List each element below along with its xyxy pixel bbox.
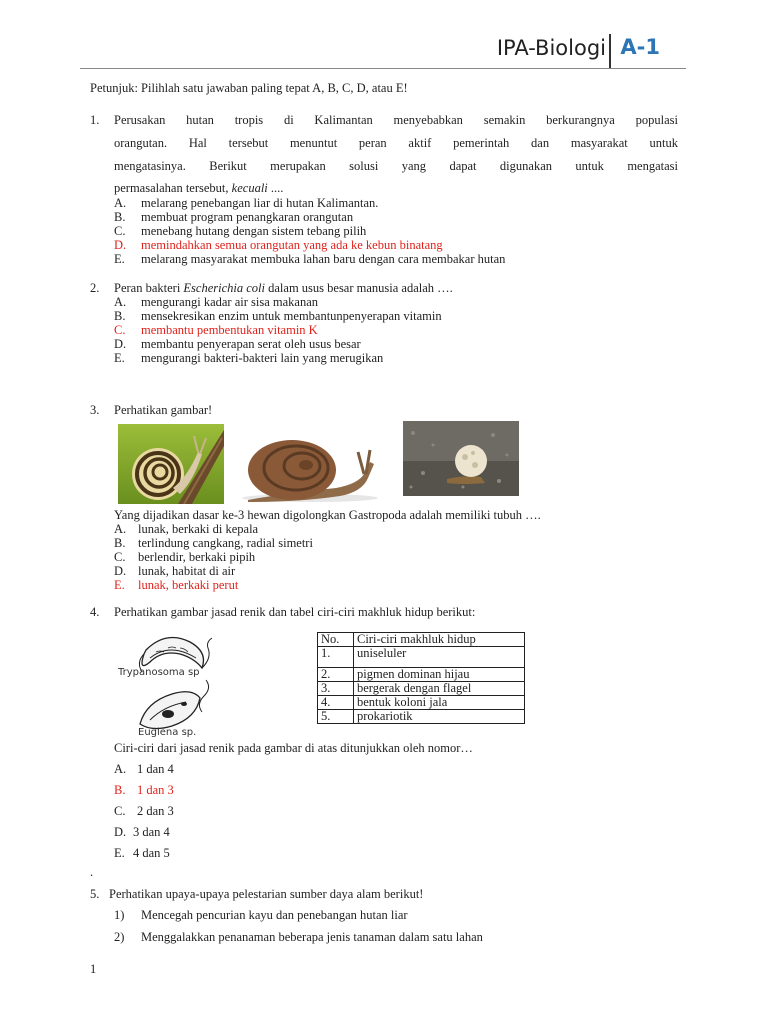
table-row [318, 696, 525, 710]
q1-line-3: mengatasinya. Berikut merupakan solusi yang dapat digunakan untuk mengatasi [114, 159, 678, 173]
snail-photo-3 [403, 421, 519, 496]
q5-item-number: 2) [114, 930, 125, 944]
euglena-label: Euglena sp. [138, 727, 197, 738]
table-row [318, 710, 525, 724]
q2-option-letter: A. [114, 295, 127, 309]
q3-option-b: terlindung cangkang, radial simetri [138, 536, 313, 550]
q2-option-e: mengurangi bakteri-bakteri lain yang merugikan [141, 351, 384, 365]
q2-option-c-answer: membantu pembentukan vitamin K [141, 323, 318, 337]
traits-table [317, 632, 525, 724]
q1-option-letter: D. [114, 238, 127, 252]
q3-number: 3. [90, 403, 100, 417]
q2-option-a: mengurangi kadar air sisa makanan [141, 295, 319, 309]
page-header [80, 36, 686, 69]
q2-species: Escherichia coli [183, 281, 265, 295]
page-number: 1 [90, 962, 97, 976]
q3-option-letter: C. [114, 550, 126, 564]
q1-option-letter: A. [114, 196, 127, 210]
q3-option-letter: D. [114, 564, 127, 578]
table-cell-ciri: uniseluler [354, 647, 525, 668]
q1-option-a: melarang penebangan liar di hutan Kalimantan. [141, 196, 379, 210]
q3-option-d: lunak, habitat di air [138, 564, 236, 578]
q3-option-letter: A. [114, 522, 127, 536]
table-cell-no: 2. [318, 668, 354, 682]
q1-number: 1. [90, 113, 100, 127]
q2-option-letter: B. [114, 309, 126, 323]
q2-option-b: mensekresikan enzim untuk membantunpenyerapan vitamin [141, 309, 442, 323]
q4-option-letter: C. [114, 804, 126, 818]
q1-line-4: permasalahan tersebut, kecuali .... [114, 181, 284, 195]
q4-question: Ciri-ciri dari jasad renik pada gambar di atas ditunjukkan oleh nomor… [114, 741, 473, 755]
q5-item-number: 1) [114, 908, 125, 922]
q3-question: Yang dijadikan dasar ke-3 hewan digolongkan Gastropoda adalah memiliki tubuh …. [114, 508, 541, 522]
q5-item-2: Menggalakkan penanaman beberapa jenis tanaman dalam satu lahan [141, 930, 483, 944]
q2-option-letter: C. [114, 323, 126, 337]
snail-photo-2 [240, 434, 378, 502]
q1-keyword: kecuali [231, 181, 268, 195]
q5-item-1: Mencegah pencurian kayu dan penebangan hutan liar [141, 908, 408, 922]
q4-option-b-answer: 1 dan 3 [137, 783, 174, 797]
q4-stem: Perhatikan gambar jasad renik dan tabel ciri-ciri makhluk hidup berikut: [114, 605, 476, 619]
q1-option-letter: C. [114, 224, 126, 238]
header-separator [609, 34, 611, 68]
q1-option-letter: B. [114, 210, 126, 224]
q4-option-d: 3 dan 4 [133, 825, 170, 839]
q1-option-letter: E. [114, 252, 125, 266]
table-cell-ciri: bergerak dengan flagel [354, 682, 525, 696]
table-cell-no: 4. [318, 696, 354, 710]
q2-number: 2. [90, 281, 100, 295]
q4-option-letter: E. [114, 846, 125, 860]
q3-stem: Perhatikan gambar! [114, 403, 213, 417]
q4-option-c: 2 dan 3 [137, 804, 174, 818]
q4-number: 4. [90, 605, 100, 619]
q2-option-letter: D. [114, 337, 127, 351]
q1-option-b: membuat program penangkaran orangutan [141, 210, 354, 224]
q1-line-1: Perusakan hutan tropis di Kalimantan menyebabkan semakin berkurangnya populasi [114, 113, 678, 127]
table-header-ciri: Ciri-ciri makhluk hidup [354, 633, 525, 647]
microorganism-figure [116, 628, 228, 738]
q1-option-c: menebang hutang dengan sistem tebang pilih [141, 224, 367, 238]
trypanosoma-label: Trypanosoma sp [118, 667, 200, 678]
q3-option-a: lunak, berkaki di kepala [138, 522, 259, 536]
table-row [318, 668, 525, 682]
exam-code: A-1 [620, 35, 660, 59]
table-row [318, 647, 525, 668]
table-cell-no: 1. [318, 647, 354, 668]
subject-title: IPA-Biologi [496, 36, 606, 60]
q1-option-d-answer: memindahkan semua orangutan yang ada ke kebun binatang [141, 238, 443, 252]
q5-number: 5. [90, 887, 100, 901]
q1-option-e: melarang masyarakat membuka lahan baru dengan cara membakar hutan [141, 252, 506, 266]
table-row [318, 682, 525, 696]
table-cell-ciri: bentuk koloni jala [354, 696, 525, 710]
q4-option-letter: B. [114, 783, 126, 797]
q2-option-d: membantu penyerapan serat oleh usus besar [141, 337, 361, 351]
q2-option-letter: E. [114, 351, 125, 365]
q1-line-2: orangutan. Hal tersebut menuntut peran aktif pemerintah dan masyarakat untuk [114, 136, 678, 150]
q3-option-c: berlendir, berkaki pipih [138, 550, 256, 564]
snail-photo-1 [118, 424, 224, 504]
table-header-no: No. [318, 633, 354, 647]
q4-option-letter: D. [114, 825, 127, 839]
q5-stem: Perhatikan upaya-upaya pelestarian sumber daya alam berikut! [109, 887, 424, 901]
instruction: Petunjuk: Pilihlah satu jawaban paling tepat A, B, C, D, atau E! [90, 81, 408, 95]
table-header-row [318, 633, 525, 647]
q4-option-a: 1 dan 4 [137, 762, 174, 776]
table-cell-ciri: prokariotik [354, 710, 525, 724]
q3-option-letter: B. [114, 536, 126, 550]
q4-option-letter: A. [114, 762, 127, 776]
table-cell-ciri: pigmen dominan hijau [354, 668, 525, 682]
q3-option-letter: E. [114, 578, 125, 592]
q3-option-e-answer: lunak, berkaki perut [138, 578, 239, 592]
q2-stem: Peran bakteri Escherichia coli dalam usus besar manusia adalah …. [114, 281, 453, 295]
q4-option-e: 4 dan 5 [133, 846, 170, 860]
table-cell-no: 3. [318, 682, 354, 696]
table-cell-no: 5. [318, 710, 354, 724]
stray-dot: . [90, 865, 94, 879]
